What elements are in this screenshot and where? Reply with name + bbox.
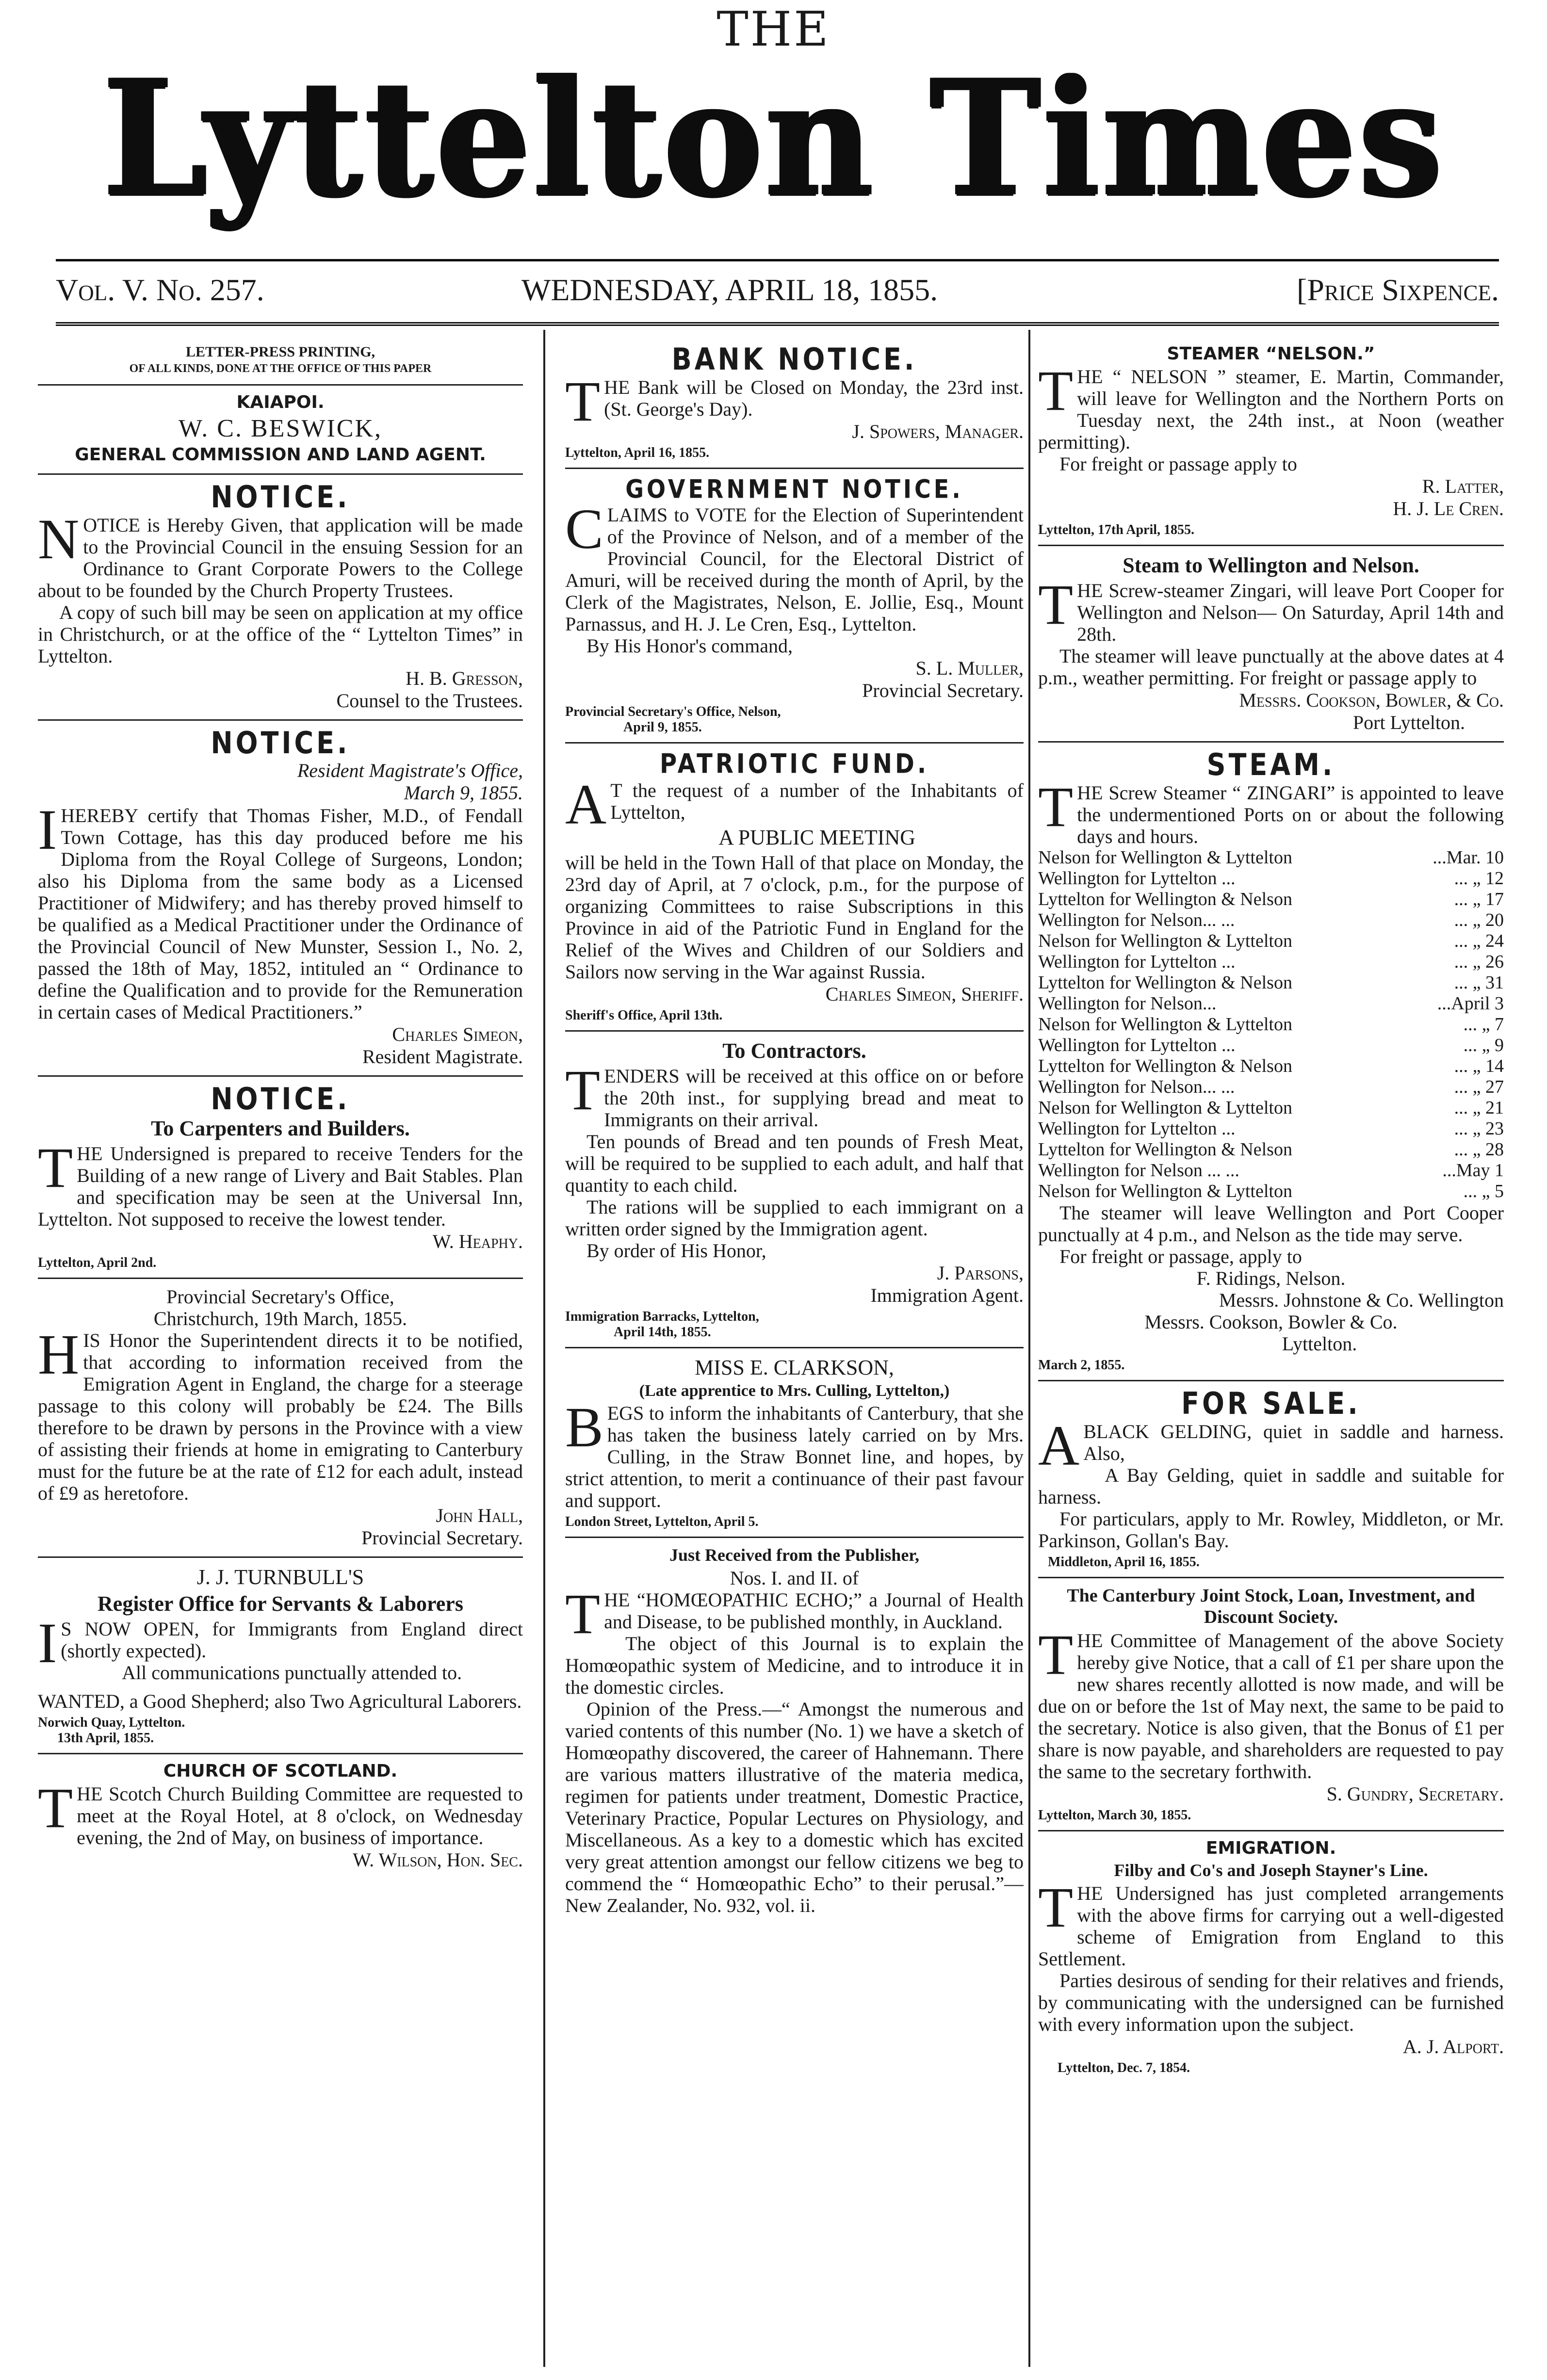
govt-heading: GOVERNMENT NOTICE.: [625, 473, 963, 504]
schedule-route: Wellington for Lyttelton ...: [1038, 1118, 1236, 1139]
echo-issues: Nos. I. and II. of: [730, 1567, 859, 1589]
schedule-route: Wellington for Lyttelton ...: [1038, 1035, 1236, 1055]
notice-date: April 14th, 1855.: [614, 1325, 711, 1340]
schedule-date: ... „ 12: [1454, 868, 1504, 889]
ad-date: Lyttelton, 17th April, 1855.: [1038, 522, 1195, 537]
bank-notice: [565, 344, 1024, 469]
schedule-date: ... „ 20: [1454, 910, 1504, 930]
drop-cap: H: [38, 1323, 80, 1386]
table-row: [1038, 952, 1504, 972]
schedule-date: ... „ 21: [1454, 1098, 1504, 1118]
schedule-route: Wellington for Nelson... ...: [1038, 910, 1235, 930]
ad-date: Lyttelton, Dec. 7, 1854.: [1058, 2060, 1190, 2075]
notice-body: By His Honor's command,: [586, 635, 793, 657]
drop-cap: T: [1038, 573, 1074, 636]
bank-heading: BANK NOTICE.: [671, 342, 917, 377]
schedule-route: Wellington for Lyttelton ...: [1038, 952, 1236, 972]
table-row: [1038, 847, 1504, 868]
notice-body: HE Undersigned is prepared to receive Tenders for the Building of a new range of Livery and Bait Stables. Plan and specification may be seen at the Universal Inn, Lyttelton. Not supposed to receive the lowest tender.: [38, 1143, 523, 1230]
signatory-name: S. L. Muller,: [915, 657, 1024, 679]
table-row: [1038, 1098, 1504, 1118]
ad-body: A Bay Gelding, quiet in saddle and suitable for harness.: [1038, 1464, 1504, 1508]
signatory-title: Counsel to the Trustees.: [336, 690, 523, 712]
schedule-route: Lyttelton for Wellington & Nelson: [1038, 972, 1292, 993]
signatory-name: Charles Simeon,: [392, 1023, 523, 1045]
contractors-heading: To Contractors.: [722, 1039, 866, 1063]
drop-cap: T: [1038, 775, 1074, 839]
schedule-date: ... „ 27: [1454, 1077, 1504, 1097]
table-row: [1038, 868, 1504, 889]
schedule-route: Nelson for Wellington & Lyttelton: [1038, 847, 1292, 868]
drop-cap: T: [38, 1136, 73, 1199]
steam-wellington-nelson-ad: [1038, 553, 1504, 743]
table-row: [1038, 972, 1504, 993]
schedule-date: ... „ 23: [1454, 1118, 1504, 1139]
turnbull-name: J. J. TURNBULL'S: [196, 1565, 364, 1589]
agent: F. Ridings, Nelson.: [1196, 1267, 1346, 1289]
notice-office: Provincial Secretary's Office, Nelson,: [565, 704, 781, 719]
canterbury-heading: The Canterbury Joint Stock, Loan, Investment, and Discount Society.: [1067, 1586, 1475, 1627]
drop-cap: T: [38, 1776, 73, 1840]
signatory-name: H. B. Gresson,: [406, 667, 523, 689]
clarkson-heading: MISS E. CLARKSON,: [695, 1356, 894, 1379]
column-rule: [1028, 330, 1030, 2367]
schedule-date: ... „ 24: [1454, 931, 1504, 951]
notice-body: The rations will be supplied to each immigrant on a written order signed by the Immigration agent.: [565, 1196, 1024, 1240]
for-sale-ad: [1038, 1388, 1504, 1578]
schedule-date: ... „ 14: [1454, 1056, 1504, 1076]
notice-date: Lyttelton, April 16, 1855.: [565, 445, 710, 460]
column-rule: [543, 330, 545, 2367]
signatory-name: S. Gundry, Secretary.: [1326, 1783, 1504, 1805]
schedule-route: Wellington for Nelson...: [1038, 993, 1217, 1014]
schedule-route: Nelson for Wellington & Lyttelton: [1038, 1098, 1292, 1118]
beswick-role: GENERAL COMMISSION AND LAND AGENT.: [75, 445, 486, 465]
drop-cap: T: [565, 1058, 601, 1122]
ad-date: March 2, 1855.: [1038, 1358, 1125, 1373]
ad-body: The object of this Journal is to explain the Homœopathic system of Medicine, and to introduce it in the domestic circles.: [565, 1633, 1024, 1698]
steam-wn-heading: Steam to Wellington and Nelson.: [1123, 553, 1419, 577]
signatory-name: John Hall,: [436, 1505, 523, 1526]
price: [Price Sixpence.: [1297, 273, 1499, 307]
ad-body: HE “HOMŒOPATHIC ECHO;” a Journal of Health and Disease, to be published monthly, in Auckland.: [604, 1589, 1024, 1633]
echo-intro: Just Received from the Publisher,: [669, 1545, 919, 1565]
notice-office: Resident Magistrate's Office,: [297, 760, 523, 781]
table-row: [1038, 1181, 1504, 1202]
government-notice: [565, 473, 1024, 744]
drop-cap: T: [1038, 1623, 1074, 1686]
drop-cap: A: [1038, 1414, 1080, 1477]
press-opinion: Opinion of the Press.—“ Amongst the numerous and varied contents of this number (No. 1) we have a sketch of Homœopathy discovered, the career of Hahnemann. There are various matters illustrative of the materia medica, regimen for patients under treatment, Domestic Practice, Veterinary Practice, Popular Lectures on Physiology, and Miscellaneous. As a key to a domestic which has excited very great attention amongst our fellow citizens we beg to commend the “ Homœopathic Echo” to their perusal.”—New Zealander, No. 932, vol. ii.: [565, 1698, 1024, 1916]
canterbury-society-ad: [1038, 1585, 1504, 1831]
clarkson-subheading: (Late apprentice to Mrs. Culling, Lyttelton,): [639, 1382, 950, 1400]
drop-cap: T: [1038, 359, 1074, 422]
table-row: [1038, 1160, 1504, 1181]
letterpress-title: LETTER-PRESS PRINTING,: [185, 344, 375, 360]
schedule-route: Nelson for Wellington & Lyttelton: [1038, 931, 1292, 951]
ad-body: The steamer will leave punctually at the above dates at 4 p.m., weather permitting. For freight or passage apply to: [1038, 645, 1504, 689]
notice-body: HEREBY certify that Thomas Fisher, M.D., of Fendall Town Cottage, has this day produced before me his Diploma from the Royal College of Surgeons, London; also his Diploma from the same body as a Licensed Practitioner of Midwifery; and has thereby proved himself to be qualified as a Medical Practitioner under the Ordinance of the Provincial Council of New Munster, Session I., No. 2, passed the 18th of May, 1852, intituled an “ Ordinance to define the Qualification and to provide for the Remuneration in certain cases of Medical Practitioners.”: [38, 805, 523, 1023]
notice-body: IS Honor the Superintendent directs it to be notified, that according to information received from the Emigration Agent in England, the charge for a steerage passage to this colony will probably be £24. The Bills therefore to be drawn by persons in the Province with a view of assisting their friends at home in emigrating to Canterbury must for the future be at the rate of £12 for each adult, instead of £9 as heretofore.: [38, 1329, 523, 1504]
drop-cap: B: [565, 1395, 603, 1459]
volume-number: Vol. V. No. 257.: [56, 273, 264, 307]
agent: Messrs. Cookson, Bowler & Co.: [1144, 1311, 1398, 1333]
table-row: [1038, 931, 1504, 952]
column-2: [565, 342, 1024, 2367]
issue-date: WEDNESDAY, APRIL 18, 1855.: [521, 273, 938, 307]
letterpress-subtitle: OF ALL KINDS, DONE AT THE OFFICE OF THIS PAPER: [129, 362, 432, 375]
schedule-date: ... „ 7: [1463, 1014, 1504, 1035]
schedule-route: Nelson for Wellington & Lyttelton: [1038, 1181, 1292, 1201]
ad-body: HE Screw-steamer Zingari, will leave Port Cooper for Wellington and Nelson— On Saturday, April 14th and 28th.: [1077, 580, 1504, 645]
notice-office: Provincial Secretary's Office,: [166, 1286, 394, 1308]
for-sale-heading: FOR SALE.: [1181, 1386, 1361, 1421]
dateline: [56, 259, 1499, 326]
ad-body: HE Screw Steamer “ ZINGARI” is appointed to leave the undermentioned Ports on or about the following days and hours.: [1077, 782, 1504, 847]
signatory-name: J. Parsons,: [937, 1262, 1024, 1284]
masthead-title: Lyttelton Times: [102, 44, 1445, 232]
public-meeting: A PUBLIC MEETING: [718, 826, 915, 849]
drop-cap: N: [38, 507, 80, 571]
schedule-route: Wellington for Nelson ... ...: [1038, 1160, 1239, 1181]
wanted-text: WANTED, a Good Shepherd; also Two Agricultural Laborers.: [38, 1690, 522, 1712]
schedule-route: Nelson for Wellington & Lyttelton: [1038, 1014, 1292, 1035]
signatory-title: Provincial Secretary.: [361, 1527, 523, 1549]
ad-body: BLACK GELDING, quiet in saddle and harness. Also,: [1083, 1421, 1504, 1464]
notice-body: will be held in the Town Hall of that place on Monday, the 23rd day of April, at 7 o'clock, p.m., for the purpose of organizing Committees to raise Subscriptions in this Province in aid of the Patriotic Fund in England for the Relief of the Wives and Children of our Soldiers and Sailors now serving in the War against Russia.: [565, 852, 1024, 983]
ad-date: Middleton, April 16, 1855.: [1048, 1554, 1200, 1570]
ad-body: For freight or passage, apply to: [1059, 1246, 1302, 1267]
schedule-route: Wellington for Lyttelton ...: [1038, 868, 1236, 889]
passage-notice: [38, 1286, 523, 1558]
church-ad: [38, 1761, 523, 1878]
table-row: [1038, 993, 1504, 1014]
notice-body: HE Bank will be Closed on Monday, the 23rd inst. (St. George's Day).: [604, 376, 1024, 420]
signatory-title: Immigration Agent.: [870, 1284, 1024, 1306]
agent: Messrs. Johnstone & Co. Wellington: [1219, 1289, 1504, 1311]
ad-body: Parties desirous of sending for their relatives and friends, by communicating with the undersigned can be furnished with every information upon the subject.: [1038, 1970, 1504, 2035]
notice-body: Ten pounds of Bread and ten pounds of Fresh Meat, will be required to be supplied to each adult, and half that quantity to each child.: [565, 1131, 1024, 1196]
notice-body: OTICE is Hereby Given, that application will be made to the Provincial Council in the ensuing Session for an Ordinance to Grant Corporate Powers to the College about to be founded by the Church Property Trustees.: [38, 514, 523, 601]
notice-date: Christchurch, 19th March, 1855.: [153, 1308, 407, 1329]
table-row: [1038, 1118, 1504, 1139]
ad-body: HE “ NELSON ” steamer, E. Martin, Commander, will leave for Wellington and the Northern Ports on Tuesday next, the 24th inst., at Noon (weather permitting).: [1038, 366, 1504, 453]
notice-body: A copy of such bill may be seen on application at my office in Christchurch, or at the office of the “ Lyttelton Times” in Lyttelton.: [38, 601, 523, 667]
college-notice: [38, 479, 523, 721]
schedule-date: ...May 1: [1442, 1160, 1504, 1181]
drop-cap: T: [1038, 1876, 1074, 1939]
signatory-name: R. Latter,: [1422, 475, 1504, 497]
ad-body: All communications punctually attended to.: [122, 1662, 462, 1684]
notice-heading: NOTICE.: [211, 725, 350, 761]
sailing-schedule: [1038, 847, 1504, 1202]
ad-body: S NOW OPEN, for Immigrants from England direct (shortly expected).: [61, 1618, 523, 1662]
diploma-notice: [38, 725, 523, 1077]
patriotic-fund: [565, 750, 1024, 1032]
table-row: [1038, 1056, 1504, 1077]
agent: Lyttelton.: [1282, 1333, 1357, 1355]
ad-date: 13th April, 1855.: [57, 1731, 154, 1746]
turnbull-ad: [38, 1565, 523, 1754]
signatory-title: Resident Magistrate.: [362, 1046, 523, 1068]
signatory-name: Charles Simeon, Sheriff.: [825, 983, 1024, 1005]
table-row: [1038, 1014, 1504, 1035]
steam-heading: STEAM.: [1206, 747, 1335, 782]
church-heading: CHURCH OF SCOTLAND.: [163, 1761, 398, 1781]
drop-cap: I: [38, 798, 57, 861]
notice-heading: NOTICE.: [211, 479, 350, 515]
schedule-date: ... „ 17: [1454, 889, 1504, 909]
notice-body: LAIMS to VOTE for the Election of Superintendent of the Province of Nelson, and of a member of the Provincial Council, for the Electoral District of Amuri, will be received during the month of April, by the Clerk of the Magistrates, Nelson, E. Jollie, Esq., Mount Parnassus, and H. J. Le Cren, Esq., Lyttelton.: [565, 504, 1024, 635]
homoeopathic-echo-ad: [565, 1545, 1024, 1923]
signatory-name: H. J. Le Cren.: [1393, 498, 1504, 519]
schedule-date: ... „ 5: [1463, 1181, 1504, 1201]
ad-address: London Street, Lyttelton, April 5.: [565, 1514, 759, 1529]
notice-subheading: To Carpenters and Builders.: [151, 1117, 410, 1140]
schedule-route: Lyttelton for Wellington & Nelson: [1038, 1056, 1292, 1076]
schedule-date: ... „ 26: [1454, 952, 1504, 972]
beswick-name: W. C. BESWICK,: [179, 415, 382, 442]
ad-body: The steamer will leave Wellington and Port Cooper punctually at 4 p.m., and Nelson as the tide may serve.: [1038, 1202, 1504, 1246]
table-row: [1038, 910, 1504, 931]
schedule-date: ... „ 9: [1463, 1035, 1504, 1055]
beswick-ad: [38, 392, 523, 475]
signatory-name: Messrs. Cookson, Bowler, & Co.: [1239, 689, 1504, 711]
schedule-route: Lyttelton for Wellington & Nelson: [1038, 889, 1292, 909]
table-row: [1038, 889, 1504, 910]
ad-body: EGS to inform the inhabitants of Canterbury, that she has taken the business lately carried on by Mrs. Culling, in the Straw Bonnet line, and hopes, by strict attention, to merit a continuance of their past favour and support.: [565, 1402, 1024, 1511]
schedule-date: ... „ 31: [1454, 972, 1504, 993]
drop-cap: T: [565, 370, 601, 433]
ad-body: For particulars, apply to Mr. Rowley, Middleton, or Mr. Parkinson, Gollan's Bay.: [1038, 1508, 1504, 1552]
table-row: [1038, 1035, 1504, 1056]
turnbull-title: Register Office for Servants & Laborers: [98, 1592, 463, 1616]
drop-cap: A: [565, 773, 607, 836]
notice-body: By order of His Honor,: [586, 1240, 766, 1262]
emigration-ad: [1038, 1838, 1504, 2083]
schedule-date: ...April 3: [1437, 993, 1504, 1014]
ad-body: For freight or passage apply to: [1059, 453, 1297, 475]
ad-body: HE Scotch Church Building Committee are requested to meet at the Royal Hotel, at 8 o'clock, on Wednesday evening, the 2nd of May, on business of importance.: [77, 1783, 523, 1848]
ad-address: Norwich Quay, Lyttelton.: [38, 1715, 185, 1730]
notice-date: Lyttelton, April 2nd.: [38, 1255, 157, 1270]
patriotic-heading: PATRIOTIC FUND.: [659, 748, 929, 780]
ad-date: Lyttelton, March 30, 1855.: [1038, 1808, 1191, 1823]
steam-schedule-ad: [1038, 749, 1504, 1381]
signatory-name: W. Wilson, Hon. Sec.: [353, 1849, 523, 1871]
signatory-title: Provincial Secretary.: [862, 680, 1024, 701]
signatory-name: J. Spowers, Manager.: [852, 421, 1024, 442]
beswick-place: KAIAPOI.: [236, 392, 325, 412]
nelson-heading: STEAMER “NELSON.”: [1167, 344, 1375, 364]
steamer-nelson-ad: [1038, 344, 1504, 546]
notice-date: April 9, 1855.: [623, 720, 702, 735]
table-row: [1038, 1077, 1504, 1098]
drop-cap: I: [38, 1611, 57, 1675]
ad-body: HE Committee of Management of the above Society hereby give Notice, that a call of £1 per share upon the new shares recently allotted is now made, and will be due on or before the 1st of May next, the same to be paid to the secretary. Notice is also given, that the Bonus of £1 per share is now payable, and shareholders are requested to pay the same to the secretary forthwith.: [1038, 1630, 1504, 1782]
carpenters-notice: [38, 1081, 523, 1279]
clarkson-ad: [565, 1355, 1024, 1538]
schedule-date: ... „ 28: [1454, 1139, 1504, 1160]
emigration-heading: EMIGRATION.: [1205, 1838, 1336, 1858]
signatory-name: W. Heaphy.: [432, 1230, 523, 1252]
notice-office: Immigration Barracks, Lyttelton,: [565, 1309, 759, 1324]
letterpress-ad: [38, 344, 523, 386]
masthead-the: THE: [717, 2, 830, 57]
notice-heading: NOTICE.: [211, 1081, 350, 1117]
notice-body: T the request of a number of the Inhabitants of Lyttelton,: [610, 779, 1024, 823]
column-1: [38, 342, 523, 2367]
column-3: [1038, 342, 1504, 2367]
emigration-subheading: Filby and Co's and Joseph Stayner's Line.: [1114, 1861, 1428, 1880]
schedule-date: ...Mar. 10: [1433, 847, 1504, 868]
notice-date: March 9, 1855.: [404, 782, 523, 804]
schedule-route: Wellington for Nelson... ...: [1038, 1077, 1235, 1097]
notice-body: ENDERS will be received at this office on or before the 20th inst., for supplying bread and meat to Immigrants on their arrival.: [604, 1065, 1024, 1131]
signatory-name: A. J. Alport.: [1402, 2036, 1504, 2057]
contractors-notice: [565, 1038, 1024, 1348]
drop-cap: T: [565, 1582, 601, 1646]
signatory-place: Port Lyttelton.: [1352, 712, 1465, 733]
table-row: [1038, 1139, 1504, 1160]
notice-office: Sheriff's Office, April 13th.: [565, 1008, 723, 1023]
ad-body: HE Undersigned has just completed arrangements with the above firms for carrying out a well-digested scheme of Emigration from England to this Settlement.: [1038, 1882, 1504, 1970]
drop-cap: C: [565, 497, 603, 561]
schedule-route: Lyttelton for Wellington & Nelson: [1038, 1139, 1292, 1160]
